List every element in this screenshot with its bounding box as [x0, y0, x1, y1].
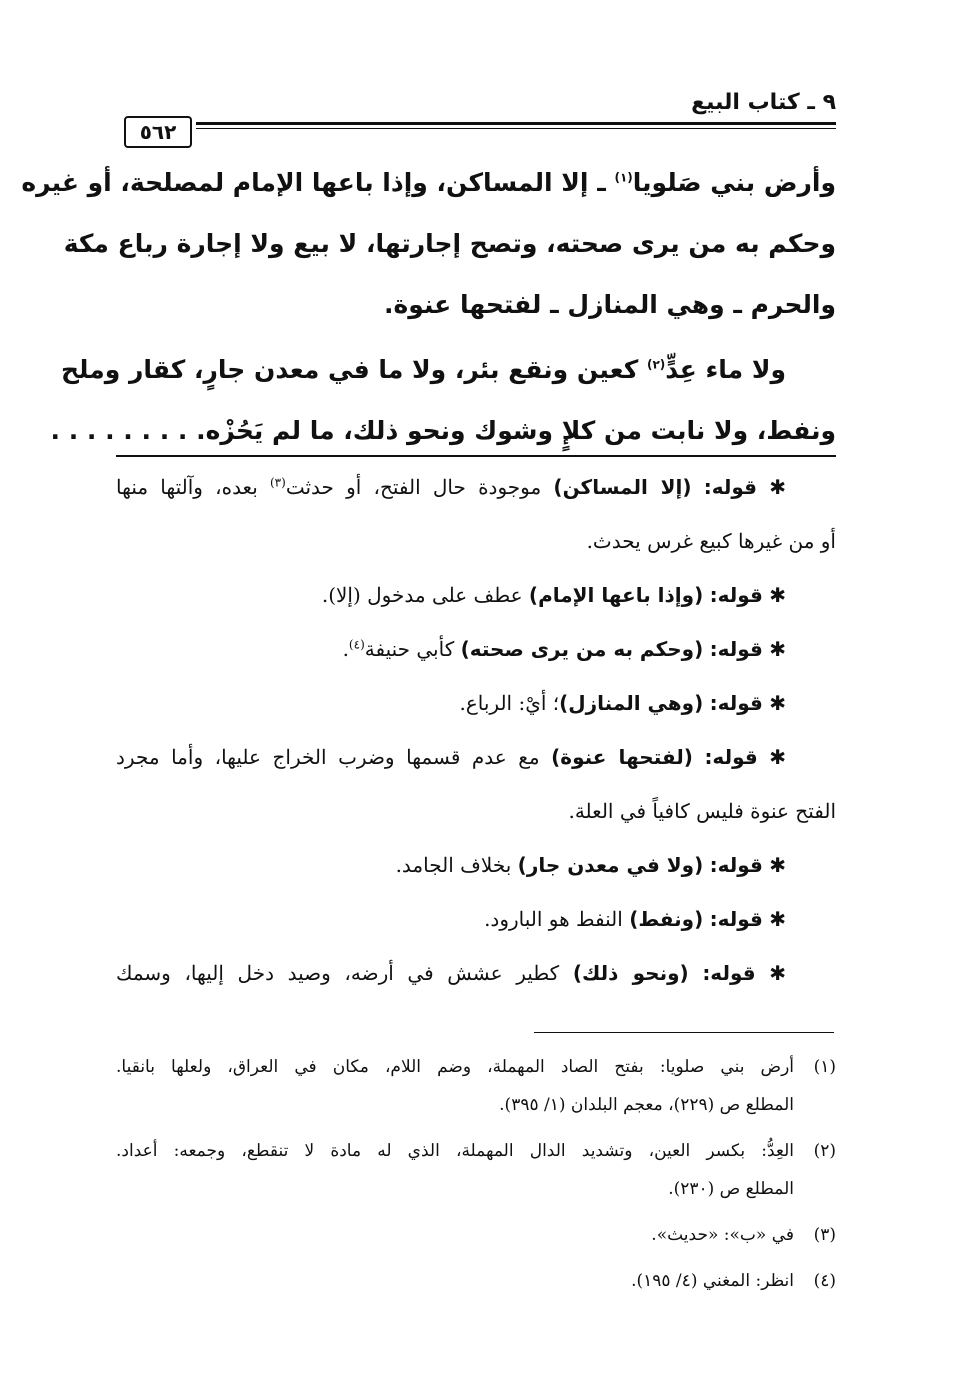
- page-number: ٥٦٢: [124, 116, 192, 148]
- commentary-line: ✱ قوله: (وحكم به من يرى صحته) كأبي حنيفة$^{(٤)}$.: [342, 637, 786, 661]
- footnote-ref: (٢): [646, 357, 666, 372]
- footnote-number: (٢): [813, 1141, 836, 1161]
- commentary-line: ✱ قوله: (وإذا باعها الإمام) عطف على مدخول (إلا).: [321, 583, 786, 607]
- commentary-separator: [116, 455, 836, 457]
- commentary-line: ✱ قوله: (وهي المنازل)؛ أيْ: الرباع.: [459, 691, 786, 715]
- footnote-ref: (٣): [269, 475, 286, 490]
- commentary-line: الفتح عنوة فليس كافياً في العلة.: [568, 799, 836, 823]
- footnote-number: (١): [813, 1057, 836, 1077]
- chapter-title: ٩ ـ كتاب البيع: [691, 90, 836, 115]
- commentary: [116, 462, 836, 1002]
- star-bullet-icon: ✱: [762, 637, 786, 661]
- star-bullet-icon: ✱: [762, 853, 786, 877]
- main-text: [21, 152, 836, 461]
- star-bullet-icon: ✱: [755, 961, 786, 985]
- footnote-continuation: المطلع ص (٢٣٠).: [668, 1179, 794, 1199]
- footnote-number: (٣): [813, 1225, 836, 1245]
- main-line: ولا ماء عِدٍّ$^{(٢)}$ كعين ونقع بئر، ولا ما في معدن جارٍ، كقار وملح: [61, 355, 786, 384]
- main-line: ونفط، ولا نابت من كلإٍ وشوك ونحو ذلك، ما لم يَحُزْه. . . . . . . . .: [50, 416, 836, 445]
- commentary-line: أو من غيرها كبيع غرس يحدث.: [586, 529, 836, 553]
- footnote: (١)أرض بني صلويا: بفتح الصاد المهملة، وضم اللام، مكان في العراق، ولعلها بانقيا.: [116, 1048, 836, 1086]
- star-bullet-icon: ✱: [762, 691, 786, 715]
- commentary-line: ✱ قوله: (ولا في معدن جار) بخلاف الجامد.: [395, 853, 786, 877]
- commentary-line: ✱ قوله: (ونحو ذلك) كطير عشش في أرضه، وصيد دخل إليها، وسمك: [116, 961, 786, 985]
- star-bullet-icon: ✱: [762, 583, 786, 607]
- header-rule-thin: [196, 128, 836, 129]
- footnote-number: (٤): [813, 1271, 836, 1291]
- commentary-line: ✱ قوله: (لفتحها عنوة) مع عدم قسمها وضرب الخراج عليها، وأما مجرد: [116, 745, 786, 769]
- footnote-separator: [534, 1032, 834, 1033]
- footnote-continuation: المطلع ص (٢٢٩)، معجم البلدان (١/ ٣٩٥).: [499, 1095, 794, 1115]
- footnotes: [116, 1048, 836, 1300]
- footnote: (٤)انظر: المغني (٤/ ١٩٥).: [116, 1262, 836, 1300]
- footnote-ref: (١): [614, 170, 633, 185]
- commentary-line: ✱ قوله: (إلا المساكن) موجودة حال الفتح، أو حدثت$^{(٣)}$ بعده، وآلتها منها: [116, 475, 786, 499]
- page-header: [116, 82, 836, 144]
- star-bullet-icon: ✱: [757, 745, 786, 769]
- footnote: (٢)العِدُّ: بكسر العين، وتشديد الدال المهملة، الذي له مادة لا تنقطع، وجمعه: أعداد.: [116, 1132, 836, 1170]
- star-bullet-icon: ✱: [762, 907, 786, 931]
- main-line: وحكم به من يرى صحته، وتصح إجارتها، لا بيع ولا إجارة رباع مكة: [63, 229, 836, 258]
- footnote: (٣)في «ب»: «حديث».: [116, 1216, 836, 1254]
- main-line: وأرض بني صَلويا$^{(١)}$ ـ إلا المساكن، وإذا باعها الإمام لمصلحة، أو غيره: [21, 168, 836, 197]
- star-bullet-icon: ✱: [757, 475, 786, 499]
- main-line: والحرم ـ وهي المنازل ـ لفتحها عنوة.: [384, 290, 836, 319]
- header-rule: [196, 122, 836, 125]
- footnote-ref: (٤): [348, 637, 365, 652]
- commentary-line: ✱ قوله: (ونفط) النفط هو البارود.: [484, 907, 786, 931]
